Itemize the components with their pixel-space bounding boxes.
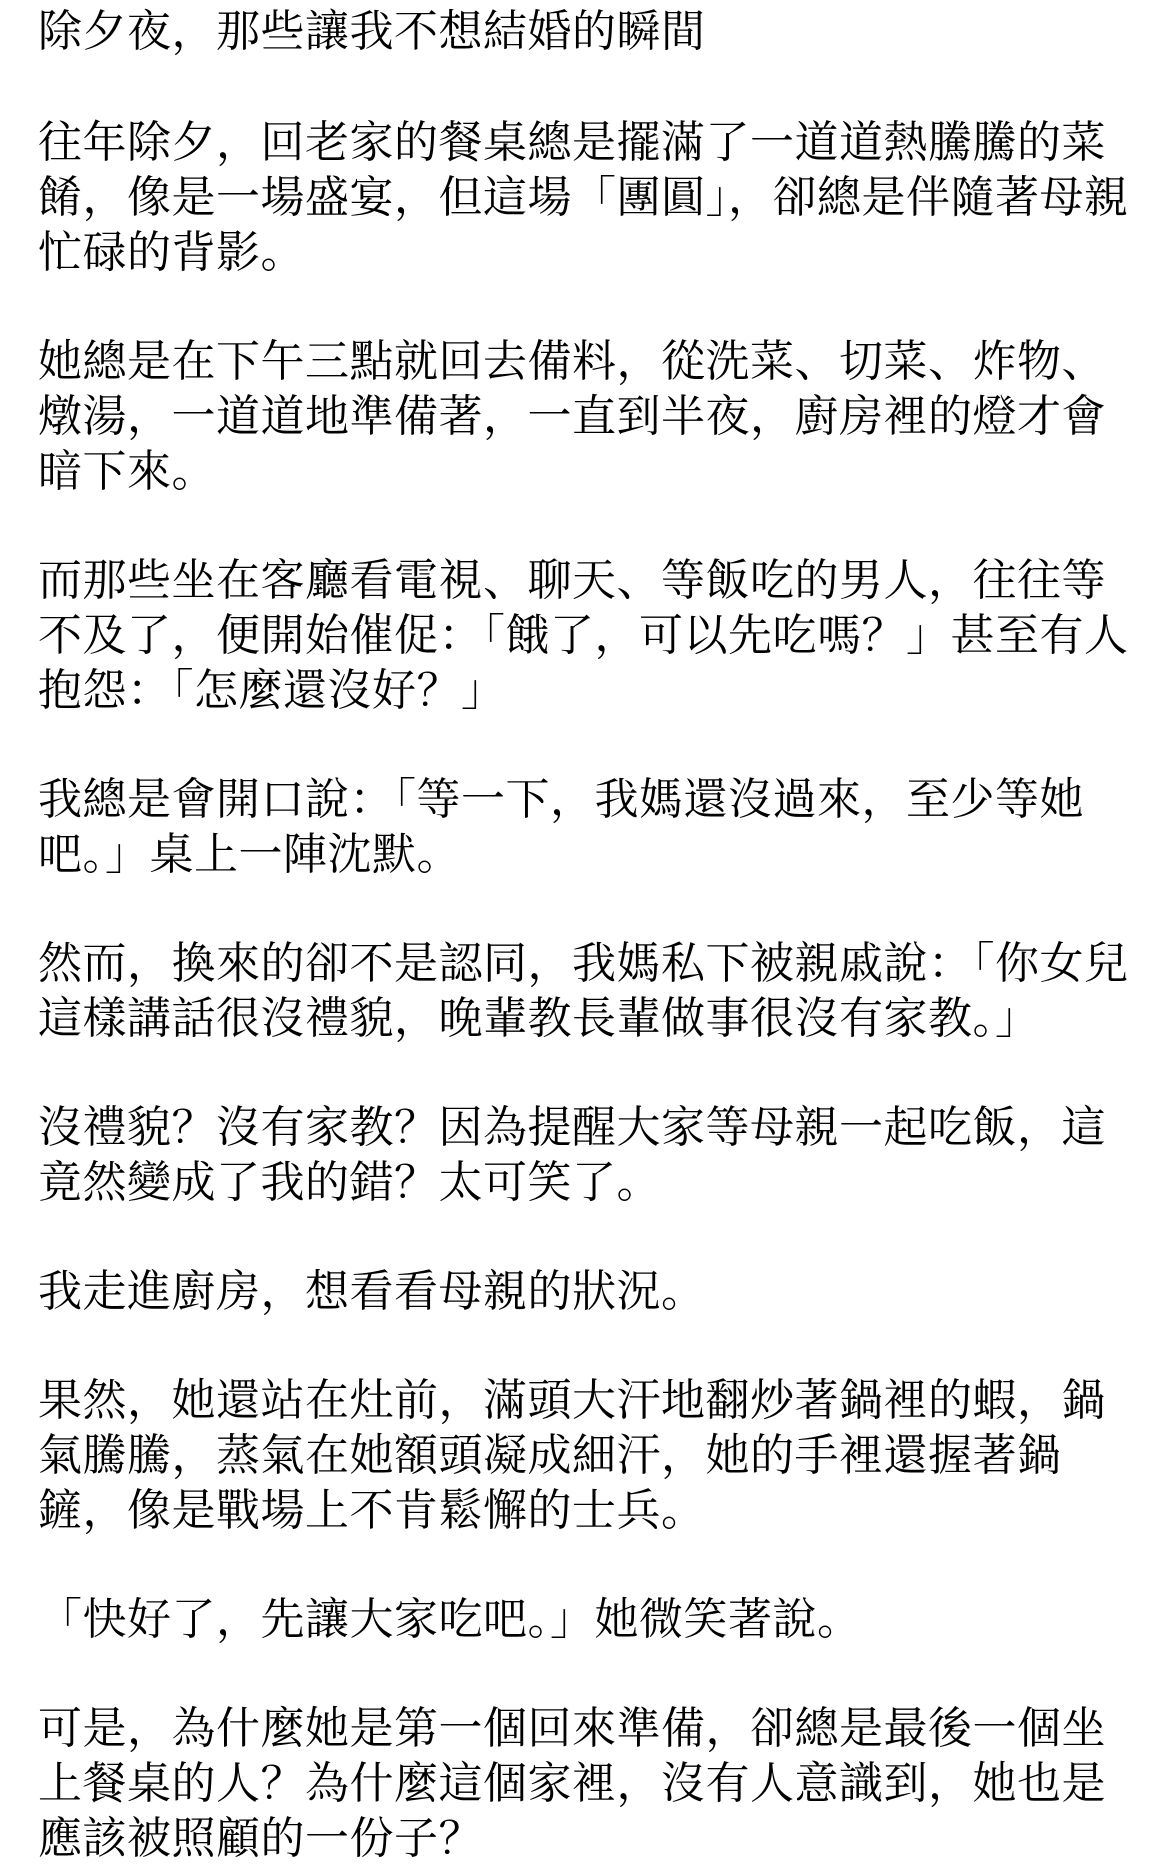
paragraph: 可是，為什麼她是第一個回來準備，卻總是最後一個坐上餐桌的人？為什麼這個家裡，沒有人意識到，她也是應該被照顧的一份子？ [38,1703,1106,1864]
paragraph: 「快好了，先讓大家吃吧。」她微笑著說。 [38,1594,862,1645]
paragraph: 我走進廚房，想看看母親的狀況。 [38,1266,706,1317]
paragraph: 往年除夕，回老家的餐桌總是擺滿了一道道熱騰騰的菜餚，像是一場盛宴，但這場「團圓」，卻總是伴隨著母親忙碌的背影。 [38,117,1129,278]
paragraph: 然而，換來的卻不是認同，我媽私下被親戚說：「你女兒這樣講話很沒禮貌，晚輩教長輩做事很沒有家教。」 [38,938,1129,1044]
paragraph: 而那些坐在客廳看電視、聊天、等飯吃的男人，往往等不及了，便開始催促：「餓了，可以先吃嗎？」甚至有人抱怨：「怎麼還沒好？」 [38,555,1129,716]
article-title: 除夕夜，那些讓我不想結婚的瞬間 [38,6,706,57]
paragraph: 她總是在下午三點就回去備料，從洗菜、切菜、炸物、燉湯，一道道地準備著，一直到半夜，廚房裡的燈才會暗下來。 [38,336,1106,497]
paragraph: 沒禮貌？沒有家教？因為提醒大家等母親一起吃飯，這竟然變成了我的錯？太可笑了。 [38,1102,1106,1208]
paragraph: 果然，她還站在灶前，滿頭大汗地翻炒著鍋裡的蝦，鍋氣騰騰，蒸氣在她額頭凝成細汗，她的手裡還握著鍋鏟，像是戰場上不肯鬆懈的士兵。 [38,1375,1106,1536]
paragraph: 我總是會開口說：「等一下，我媽還沒過來，至少等她吧。」桌上一陣沈默。 [38,774,1084,880]
